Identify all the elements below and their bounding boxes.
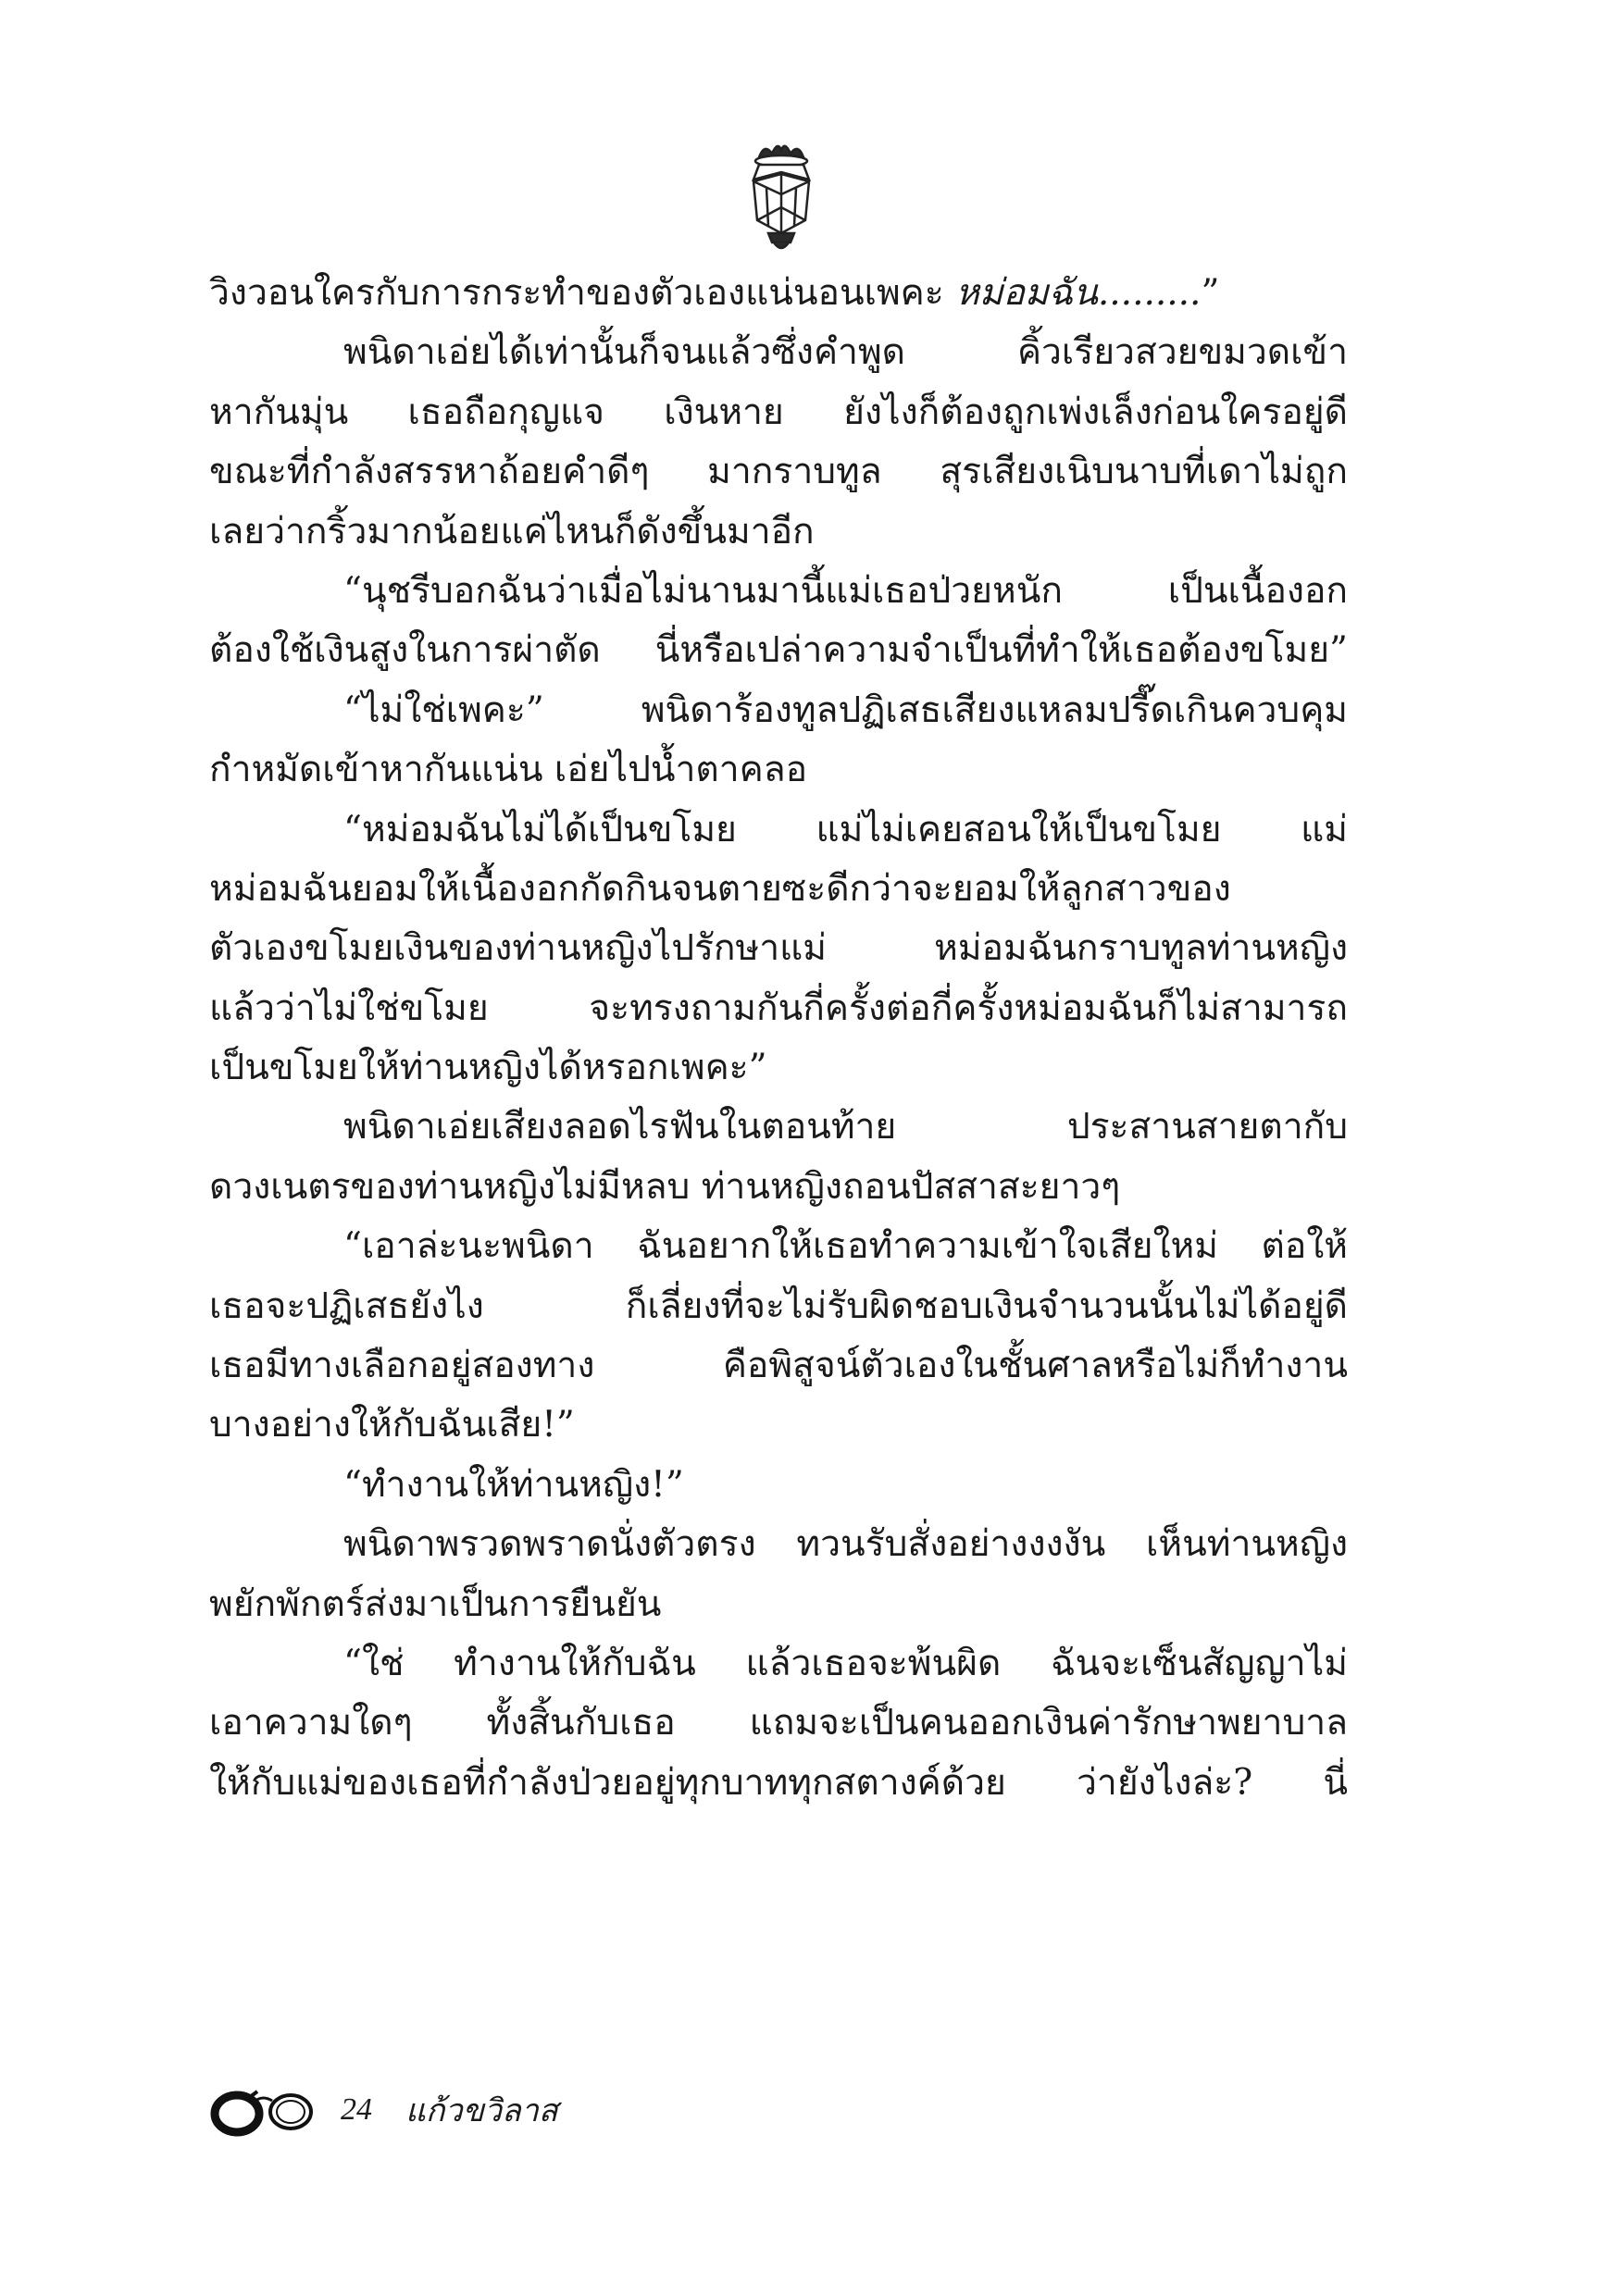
text-line: แล้วว่าไม่ใช่ขโมย จะทรงถามกันกี่ครั้งต่อกี่ครั้งหม่อมฉันก็ไม่สามารถ [209, 987, 1348, 1029]
text-line: ดวงเนตรของท่านหญิงไม่มีหลบ ท่านหญิงถอนปัสสาสะยาวๆ [209, 1165, 1121, 1208]
emphasis-text: หม่อมฉัน......... [955, 272, 1202, 314]
lantern-ornament-icon [731, 137, 831, 255]
text-line: วิงวอนใครกับการกระทำของตัวเองแน่นอนเพคะ หม่อมฉัน.........” [209, 272, 1220, 314]
text-line: พนิดาเอ่ยเสียงลอดไรฟันในตอนท้าย ประสานสายตากับ [343, 1106, 1348, 1148]
text-line: เป็นขโมยให้ท่านหญิงได้หรอกเพคะ” [209, 1047, 767, 1089]
text-line: หม่อมฉันยอมให้เนื้องอกกัดกินจนตายซะดีกว่าจะยอมให้ลูกสาวของ [209, 867, 1231, 910]
text-line: พนิดาเอ่ยได้เท่านั้นก็จนแล้วซึ่งคำพูด คิ้วเรียวสวยขมวดเข้า [343, 331, 1348, 374]
body-text [209, 264, 1348, 1813]
text-line: เธอจะปฏิเสธยังไง ก็เลี่ยงที่จะไม่รับผิดชอบเงินจำนวนนั้นไม่ได้อยู่ดี [209, 1285, 1348, 1327]
page-number: 24 [341, 2092, 372, 2127]
text-line: “นุชรีบอกฉันว่าเมื่อไม่นานมานี้แม่เธอป่วยหนัก เป็นเนื้องอก [343, 569, 1348, 612]
text-line: “ทำงานให้ท่านหญิง!” [343, 1463, 684, 1506]
text-line: เอาความใดๆ ทั้งสิ้นกับเธอ แถมจะเป็นคนออกเงินค่ารักษาพยาบาล [209, 1702, 1348, 1744]
text-line: พยักพักตร์ส่งมาเป็นการยืนยัน [209, 1582, 662, 1625]
text-line: พนิดาพรวดพราดนั่งตัวตรง ทวนรับสั่งอย่างงงงัน เห็นท่านหญิง [343, 1523, 1348, 1566]
text-line: บางอย่างให้กับฉันเสีย!” [209, 1404, 575, 1446]
text-line: “ใช่ ทำงานให้กับฉัน แล้วเธอจะพ้นผิด ฉันจะเซ็นสัญญาไม่ [343, 1642, 1348, 1684]
page-footer [209, 2082, 558, 2138]
text-line: เธอมีทางเลือกอยู่สองทาง คือพิสูจน์ตัวเองในชั้นศาลหรือไม่ก็ทำงาน [209, 1345, 1348, 1387]
text-line: หากันมุ่น เธอถือกุญแจ เงินหาย ยังไงก็ต้องถูกเพ่งเล็งก่อนใครอยู่ดี [209, 391, 1348, 433]
book-title: แก้วขวิลาส [405, 2092, 558, 2129]
text-line: “หม่อมฉันไม่ได้เป็นขโมย แม่ไม่เคยสอนให้เป็นขโมย แม่ [343, 808, 1348, 850]
text-line: ตัวเองขโมยเงินของท่านหญิงไปรักษาแม่ หม่อมฉันกราบทูลท่านหญิง [209, 927, 1348, 970]
text-line: “ไม่ใช่เพคะ” พนิดาร้องทูลปฏิเสธเสียงแหลมปรี๊ดเกินควบคุม [343, 689, 1348, 731]
handcuffs-icon [209, 2082, 320, 2138]
text-line: ขณะที่กำลังสรรหาถ้อยคำดีๆ มากราบทูล สุรเสียงเนิบนาบที่เดาไม่ถูก [209, 451, 1348, 493]
text-line: ต้องใช้เงินสูงในการผ่าตัด นี่หรือเปล่าความจำเป็นที่ทำให้เธอต้องขโมย” [209, 629, 1348, 672]
text-line: เลยว่ากริ้วมากน้อยแค่ไหนก็ดังขึ้นมาอีก [209, 510, 815, 552]
text-line: “เอาล่ะนะพนิดา ฉันอยากให้เธอทำความเข้าใจเสียใหม่ ต่อให้ [343, 1225, 1348, 1268]
text-line: ให้กับแม่ของเธอที่กำลังป่วยอยู่ทุกบาททุกสตางค์ด้วย ว่ายังไงล่ะ? นี่ [209, 1761, 1348, 1804]
text-line: กำหมัดเข้าหากันแน่น เอ่ยไปน้ำตาคลอ [209, 749, 808, 791]
